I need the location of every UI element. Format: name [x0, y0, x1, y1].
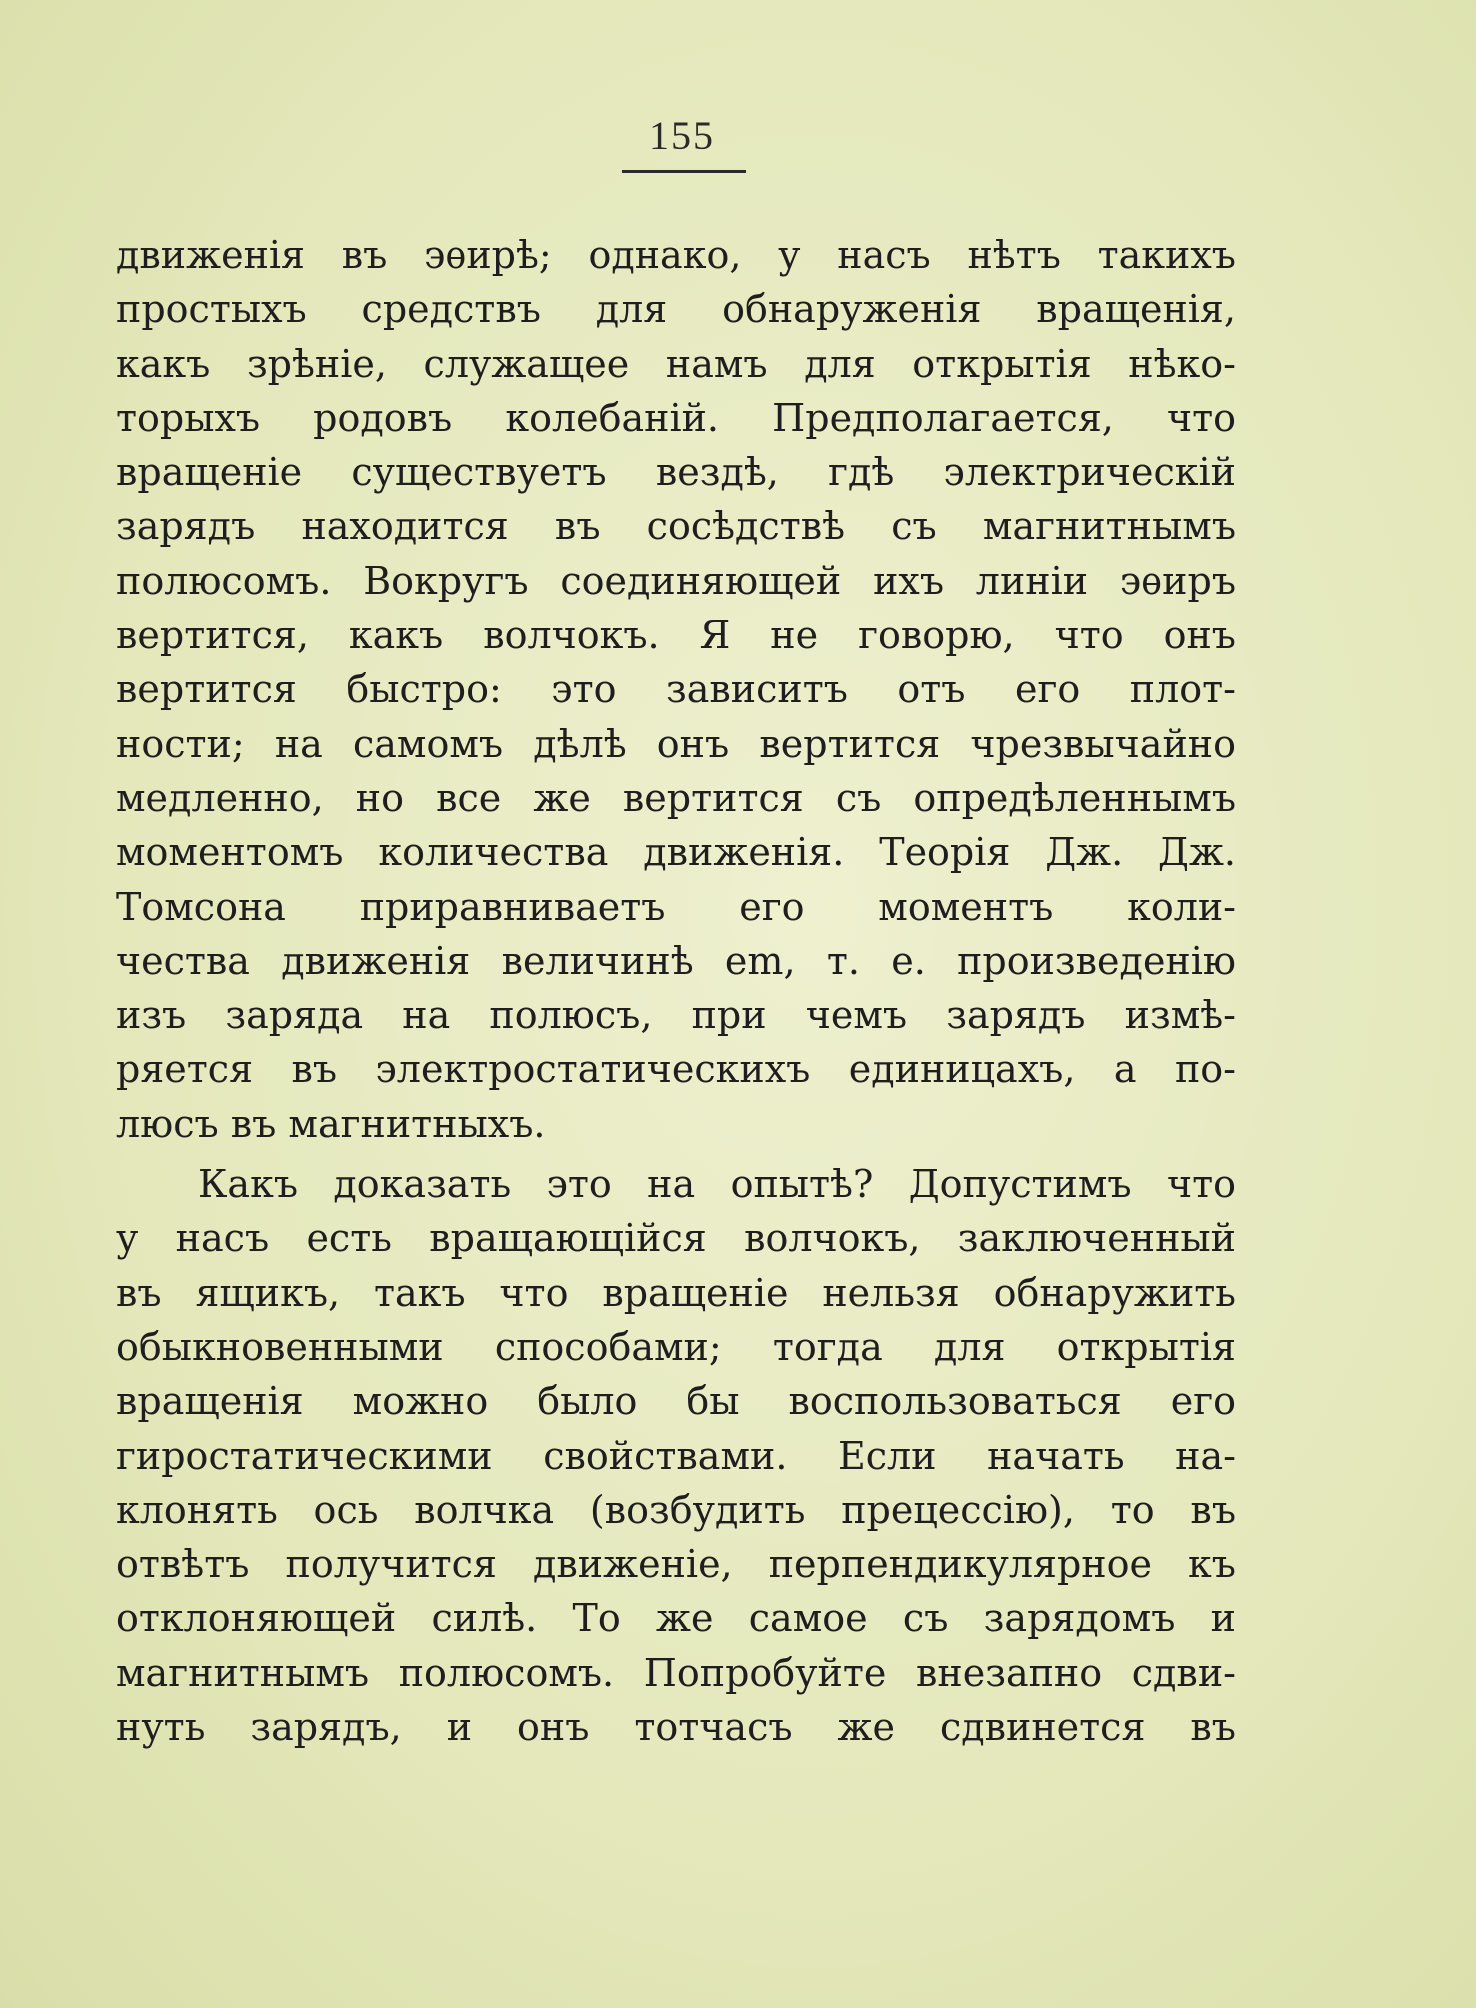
paragraph-1	[116, 228, 1236, 1151]
paragraph-2	[116, 1157, 1236, 1754]
text-line: моментомъ количества движенія. Теорія Дж. Дж.	[116, 830, 1236, 875]
text-line: вертится быстро: это зависитъ отъ его плот-	[116, 667, 1236, 712]
text-line: вращенія можно было бы воспользоваться его	[116, 1379, 1236, 1424]
text-line: гиростатическими свойствами. Если начать на-	[116, 1433, 1236, 1478]
text-line: Какъ доказать это на опытѣ? Допустимъ что	[198, 1162, 1236, 1207]
text-line: медленно, но все же вертится съ опредѣленнымъ	[116, 775, 1236, 820]
text-line: вертится, какъ волчокъ. Я не говорю, что онъ	[116, 613, 1236, 658]
page-number-rule	[622, 170, 746, 173]
text-line: отвѣтъ получится движеніе, перпендикулярное къ	[116, 1542, 1236, 1587]
text-line: Томсона приравниваетъ его моментъ коли-	[116, 884, 1236, 929]
text-line: движенія въ эѳирѣ; однако, у насъ нѣтъ такихъ	[116, 233, 1236, 277]
text-line: въ ящикъ, такъ что вращеніе нельзя обнаружить	[116, 1270, 1236, 1315]
text-line: люсъ въ магнитныхъ.	[116, 1101, 546, 1146]
text-line: какъ зрѣніе, служащее намъ для открытія нѣко-	[116, 341, 1236, 386]
text-line: ности; на самомъ дѣлѣ онъ вертится чрезвычайно	[116, 721, 1236, 766]
text-line: изъ заряда на полюсъ, при чемъ зарядъ измѣ-	[116, 993, 1236, 1038]
text-line: простыхъ средствъ для обнаруженія вращенія,	[116, 287, 1236, 332]
text-line: вращеніе существуетъ вездѣ, гдѣ электрическій	[116, 450, 1236, 495]
page-number: 155	[649, 113, 715, 158]
text-line: чества движенія величинѣ em, т. е. произведенію	[116, 938, 1236, 983]
text-line: у насъ есть вращающійся волчокъ, заключенный	[116, 1216, 1236, 1261]
text-line: нуть зарядъ, и онъ тотчасъ же сдвинется въ	[116, 1705, 1236, 1750]
text-line: зарядъ находится въ сосѣдствѣ съ магнитнымъ	[116, 504, 1236, 549]
body-text	[116, 228, 1236, 1754]
text-line: торыхъ родовъ колебаній. Предполагается, что	[116, 395, 1236, 440]
text-line: клонять ось волчка (возбудить прецессію), то въ	[116, 1487, 1236, 1532]
text-line: отклоняющей силѣ. То же самое съ зарядомъ и	[116, 1596, 1236, 1641]
text-line: обыкновенными способами; тогда для открытія	[116, 1324, 1236, 1369]
text-line: ряется въ электростатическихъ единицахъ, а по-	[116, 1047, 1236, 1092]
text-line: магнитнымъ полюсомъ. Попробуйте внезапно сдви-	[116, 1650, 1236, 1695]
text-line: полюсомъ. Вокругъ соединяющей ихъ линіи эѳиръ	[116, 558, 1236, 603]
